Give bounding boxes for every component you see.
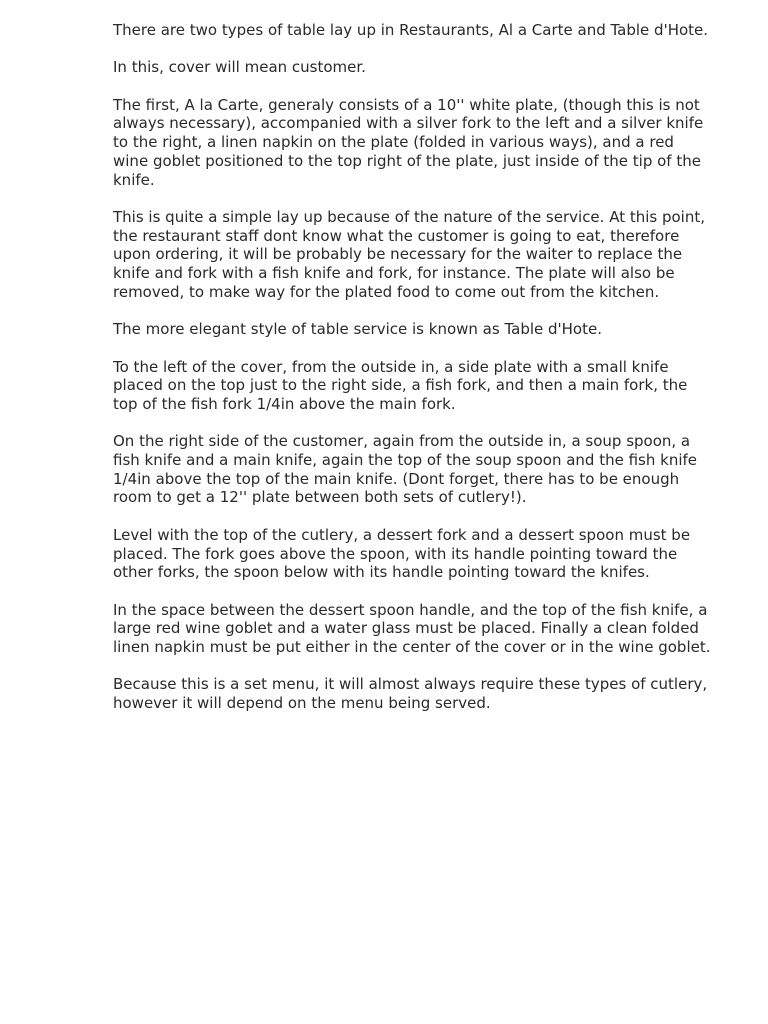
paragraph-dessert-cutlery: Level with the top of the cutlery, a dessert fork and a dessert spoon must be placed. The fork goes above the spoon, with its handle pointing toward the other forks, the spoon below with its handle pointing toward the knifes. xyxy=(113,525,691,582)
paragraph-table-dhote-intro: The more elegant style of table service is known as Table d'Hote. xyxy=(113,320,602,339)
paragraph-cover-definition: In this, cover will mean customer. xyxy=(113,58,366,77)
paragraph-a-la-carte: The first, A la Carte, generaly consists of a 10'' white plate, (though this is not always necessary), accompanied with a silver fork to the left and a silver knife to the right, a linen napkin on the plate (folded in various ways), and a red wine goblet positioned to the top right of the plate, just inside of the tip of the knife. xyxy=(113,95,704,189)
paragraph-left-of-cover: To the left of the cover, from the outside in, a side plate with a small knife placed on the top just to the right side, a fish fork, and then a main fork, the top of the fish fork 1/4in above the main fork. xyxy=(113,357,688,413)
document-body xyxy=(113,21,713,732)
paragraph-simple-lay-up: This is quite a simple lay up because of the nature of the service. At this point, the restaurant staff dont know what the customer is going to eat, therefore upon ordering, it will be probably be necessary for the waiter to replace the knife and fork with a fish knife and fork, for instance. The plate will also be removed, to make way for the plated food to come out from the kitchen. xyxy=(113,207,706,301)
paragraph-set-menu: Because this is a set menu, it will almost always require these types of cutlery, however it will depend on the menu being served. xyxy=(113,675,708,713)
paragraph-glassware-napkin: In the space between the dessert spoon handle, and the top of the fish knife, a large red wine goblet and a water glass must be placed. Finally a clean folded linen napkin must be put either in the center of the cover or in the wine goblet. xyxy=(113,600,711,657)
paragraph-intro: There are two types of table lay up in Restaurants, Al a Carte and Table d'Hote. xyxy=(113,21,709,39)
paragraph-right-of-cover: On the right side of the customer, again from the outside in, a soup spoon, a fish knife and a main knife, again the top of the soup spoon and the fish knife 1/4in above the top of the main knife. (Dont forget, there has to be enough room to get a 12'' plate between both sets of cutlery!). xyxy=(113,432,698,507)
